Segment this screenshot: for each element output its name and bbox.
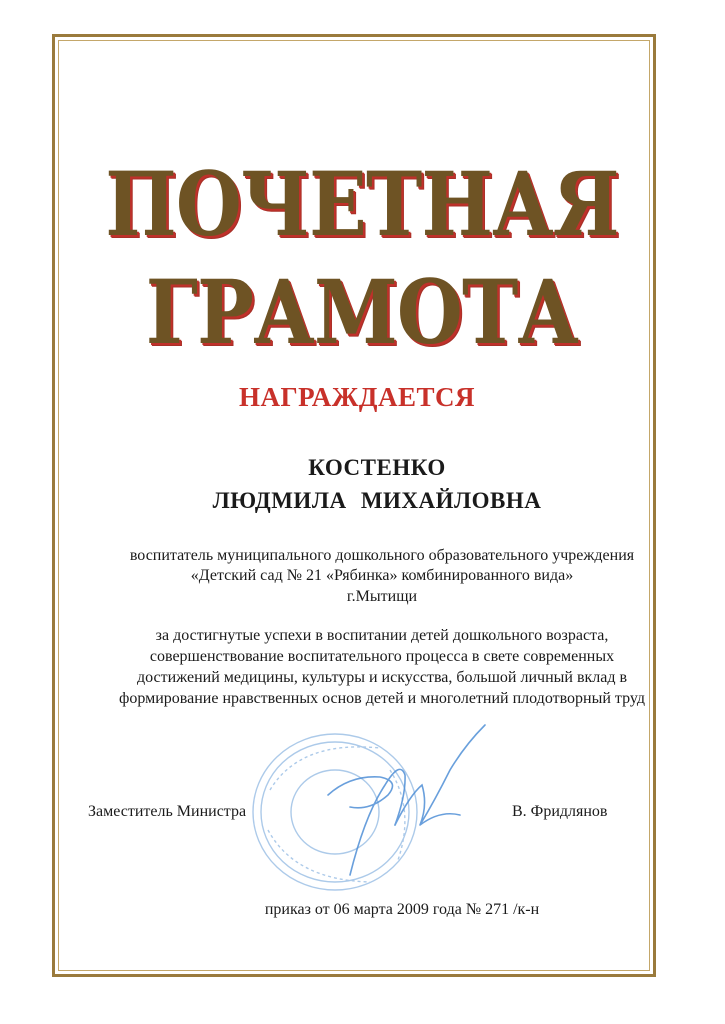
recipient-given-names: ЛЮДМИЛА МИХАЙЛОВНА: [212, 488, 542, 513]
position-line: воспитатель муниципального дошкольного образовательного учреждения: [129, 547, 635, 564]
order-reference: приказ от 06 марта 2009 года № 271 /к-н: [264, 901, 540, 918]
merit-line: за достигнутые успехи в воспитании детей дошкольного возраста,: [155, 627, 609, 644]
merit-line: формирование нравственных основ детей и многолетний плодотворный труд: [118, 690, 646, 707]
position-line: г.Мытищи: [346, 588, 418, 605]
recipient-surname: КОСТЕНКО: [308, 455, 446, 480]
signatory-role: Заместитель Министра: [88, 803, 247, 820]
title-line-1: ПОЧЕТНАЯ: [105, 152, 619, 256]
signatory-name: В. Фридлянов: [512, 803, 608, 820]
awarded-label: НАГРАЖДАЕТСЯ: [238, 382, 475, 412]
title-line-2: ГРАМОТА: [145, 260, 579, 364]
position-line: «Детский сад № 21 «Рябинка» комбинированного вида»: [190, 567, 574, 584]
handwritten-signature-icon: [310, 715, 500, 890]
merit-line: совершенствование воспитательного процесса в свете современных: [149, 648, 615, 665]
merit-line: достижений медицины, культуры и искусства, большой личный вклад в: [136, 669, 628, 686]
